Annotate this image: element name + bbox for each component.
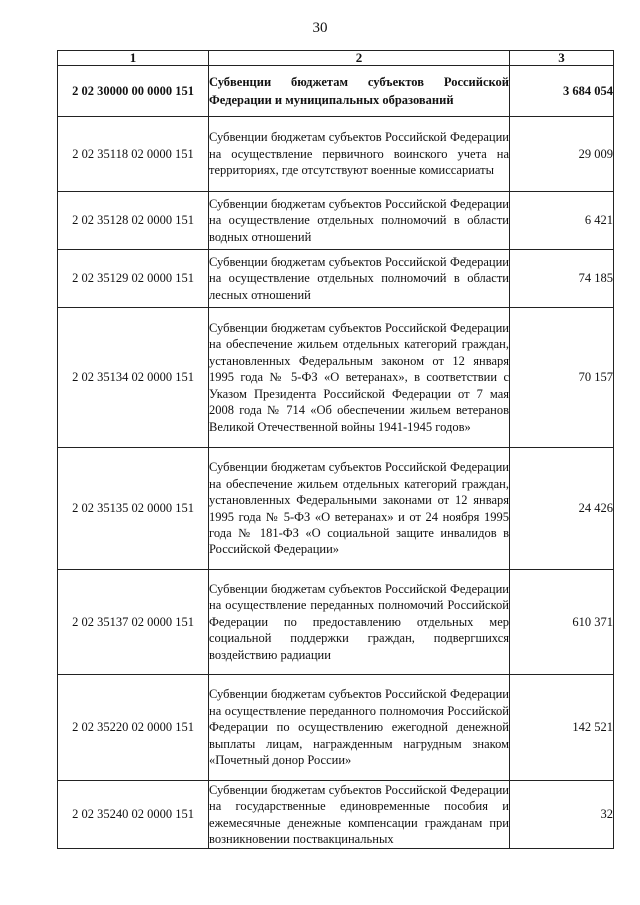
page-number: 30 xyxy=(312,20,328,36)
row-amount: 70 157 xyxy=(510,308,614,448)
table-row xyxy=(58,448,614,570)
table-row xyxy=(58,250,614,308)
row-code: 2 02 35135 02 0000 151 xyxy=(58,448,209,570)
table-row xyxy=(58,308,614,448)
row-description: Субвенции бюджетам субъектов Российской Федерации на осуществление отдельных полномочий в области лесных отношений xyxy=(209,250,510,308)
row-amount: 32 xyxy=(510,781,614,849)
column-header-2: 2 xyxy=(209,51,510,66)
table-row xyxy=(58,117,614,192)
row-description: Субвенции бюджетам субъектов Российской Федерации на осуществление первичного воинского учета на территориях, где отсутствуют военные комиссариаты xyxy=(209,117,510,192)
row-code: 2 02 35134 02 0000 151 xyxy=(58,308,209,448)
row-code: 2 02 35220 02 0000 151 xyxy=(58,675,209,781)
budget-table xyxy=(57,50,614,849)
row-amount: 610 371 xyxy=(510,570,614,675)
row-amount: 24 426 xyxy=(510,448,614,570)
table-row xyxy=(58,675,614,781)
row-description: Субвенции бюджетам субъектов Российской Федерации и муниципальных образований xyxy=(209,66,510,117)
row-code: 2 02 35240 02 0000 151 xyxy=(58,781,209,849)
row-description: Субвенции бюджетам субъектов Российской Федерации на государственные единовременные пособия и ежемесячные денежные компенсации гражданам при возникновении поствакцинальных xyxy=(209,781,510,849)
row-description: Субвенции бюджетам субъектов Российской Федерации на обеспечение жильем отдельных категорий граждан, установленных Федеральным законом от 12 января 1995 года № 5-ФЗ «О ветеранах», в соответствии с Указом Президента Российской Федерации от 7 мая 2008 года № 714 «Об обеспечении жильем ветеранов Великой Отечественной войны 1941-1945 годов» xyxy=(209,308,510,448)
row-code: 2 02 35118 02 0000 151 xyxy=(58,117,209,192)
table-header xyxy=(58,51,614,66)
row-description: Субвенции бюджетам субъектов Российской Федерации на осуществление переданных полномочий Российской Федерации по предоставлению отдельных мер социальной поддержки граждан, подвергшихся воздействию радиации xyxy=(209,570,510,675)
row-description: Субвенции бюджетам субъектов Российской Федерации на осуществление отдельных полномочий в области водных отношений xyxy=(209,192,510,250)
table-row xyxy=(58,66,614,117)
row-amount: 74 185 xyxy=(510,250,614,308)
table-row xyxy=(58,781,614,849)
row-amount: 3 684 054 xyxy=(510,66,614,117)
row-code: 2 02 35137 02 0000 151 xyxy=(58,570,209,675)
column-header-1: 1 xyxy=(58,51,209,66)
row-amount: 29 009 xyxy=(510,117,614,192)
row-code: 2 02 30000 00 0000 151 xyxy=(58,66,209,117)
table-row xyxy=(58,192,614,250)
row-amount: 142 521 xyxy=(510,675,614,781)
row-description: Субвенции бюджетам субъектов Российской Федерации на обеспечение жильем отдельных категорий граждан, установленных Федеральными законами от 12 января 1995 года № 5-ФЗ «О ветеранах» и от 24 ноября 1995 года № 181-ФЗ «О социальной защите инвалидов в Российской Федерации» xyxy=(209,448,510,570)
table-row xyxy=(58,570,614,675)
column-header-3: 3 xyxy=(510,51,614,66)
row-description: Субвенции бюджетам субъектов Российской Федерации на осуществление переданного полномочия Российской Федерации по осуществлению ежегодной денежной выплаты лицам, награжденным нагрудным знаком «Почетный донор России» xyxy=(209,675,510,781)
row-code: 2 02 35129 02 0000 151 xyxy=(58,250,209,308)
row-code: 2 02 35128 02 0000 151 xyxy=(58,192,209,250)
row-amount: 6 421 xyxy=(510,192,614,250)
